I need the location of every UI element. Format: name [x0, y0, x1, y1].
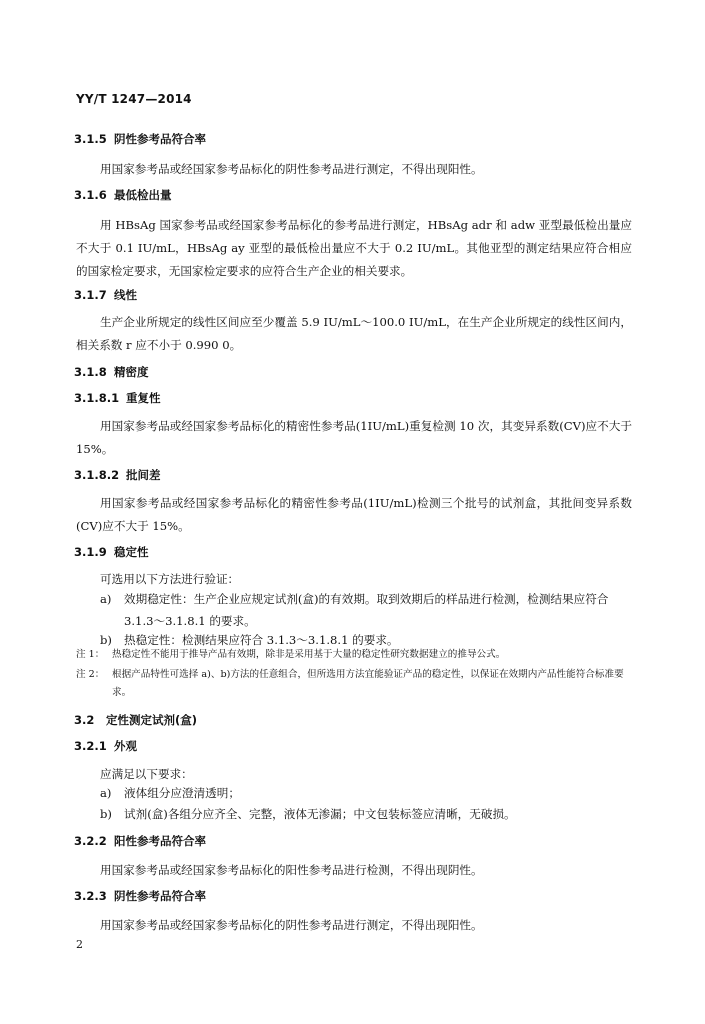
list-item-label: a): [100, 592, 112, 606]
section-heading-3-2: [74, 712, 197, 728]
list-item-label: b): [100, 807, 112, 821]
paragraph-3-1-7: 生产企业所规定的线性区间应至少覆盖 5.9 IU/mL～100.0 IU/mL，在生产企业所规定的线性区间内，相关系数 r 应不小于 0.990 0。: [76, 315, 632, 352]
list-item-a: [100, 782, 632, 804]
note-label: 注 1：: [76, 649, 105, 660]
section-number: 3.1.9: [74, 545, 107, 559]
list-item-b: [100, 803, 632, 825]
paragraph-3-2-2: 用国家参考品或经国家参考品标化的阳性参考品进行检测，不得出现阴性。: [100, 863, 483, 877]
section-title: 阳性参考品符合率: [114, 834, 206, 848]
paragraph-3-1-8-1: 用国家参考品或经国家参考品标化的精密性参考品(1IU/mL)重复检测 10 次，其变异系数(CV)应不大于 15%。: [76, 419, 632, 456]
section-title: 阴性参考品符合率: [114, 889, 206, 903]
note-1: [76, 646, 632, 664]
section-number: 3.2: [74, 713, 95, 727]
section-title: 稳定性: [114, 545, 149, 559]
section-title: 精密度: [114, 365, 149, 379]
section-number: 3.1.8.1: [74, 391, 120, 405]
section-heading-3-1-5: [74, 131, 206, 147]
section-number: 3.2.3: [74, 889, 107, 903]
section-title: 最低检出量: [114, 188, 172, 202]
section-heading-3-1-8-2: [74, 467, 161, 483]
section-title: 定性测定试剂(盒): [106, 713, 198, 727]
section-heading-3-1-9: [74, 544, 149, 560]
list-item-label: b): [100, 633, 112, 647]
section-number: 3.1.8: [74, 365, 107, 379]
section-heading-3-1-8-1: [74, 390, 161, 406]
section-number: 3.1.5: [74, 132, 107, 146]
list-intro-3-2-1: 应满足以下要求：: [100, 767, 193, 781]
note-text: 根据产品特性可选择 a)、b)方法的任意组合，但所选用方法宜能验证产品的稳定性，以保证在效期内产品性能符合标准要求。: [112, 669, 624, 698]
section-heading-3-2-1: [74, 738, 137, 754]
section-number: 3.1.6: [74, 188, 107, 202]
section-heading-3-2-3: [74, 888, 206, 904]
list-item-text: 效期稳定性：生产企业应规定试剂(盒)的有效期。取到效期后的样品进行检测，检测结果应符合 3.1.3～3.1.8.1 的要求。: [124, 592, 609, 628]
paragraph-3-1-5: 用国家参考品或经国家参考品标化的阴性参考品进行测定，不得出现阳性。: [100, 162, 483, 176]
section-heading-3-1-8: [74, 364, 149, 380]
section-title: 重复性: [126, 391, 161, 405]
paragraph-3-1-8-2: 用国家参考品或经国家参考品标化的精密性参考品(1IU/mL)检测三个批号的试剂盒，其批间变异系数(CV)应不大于 15%。: [76, 496, 633, 533]
section-number: 3.2.1: [74, 739, 107, 753]
standard-code: YY/T 1247—2014: [76, 92, 192, 106]
section-heading-3-1-7: [74, 287, 137, 303]
list-item-label: a): [100, 786, 112, 800]
list-item-text: 热稳定性：检测结果应符合 3.1.3～3.1.8.1 的要求。: [124, 633, 399, 647]
list-item-a: [100, 588, 632, 632]
list-item-text: 液体组分应澄清透明；: [124, 786, 240, 800]
section-title: 批间差: [126, 468, 161, 482]
list-item-text: 试剂(盒)各组分应齐全、完整，液体无渗漏；中文包装标签应清晰，无破损。: [124, 807, 516, 821]
paragraph-3-2-3: 用国家参考品或经国家参考品标化的阴性参考品进行测定，不得出现阳性。: [100, 918, 483, 932]
section-heading-3-2-2: [74, 833, 206, 849]
list-intro-3-1-9: 可选用以下方法进行验证：: [100, 572, 240, 586]
section-heading-3-1-6: [74, 187, 172, 203]
note-label: 注 2：: [76, 669, 105, 680]
section-number: 3.1.8.2: [74, 468, 120, 482]
note-text: 热稳定性不能用于推导产品有效期，除非是采用基于大量的稳定性研究数据建立的推导公式。: [112, 649, 506, 660]
note-2: [76, 666, 632, 702]
section-title: 外观: [114, 739, 137, 753]
page-number: 2: [76, 938, 83, 951]
section-number: 3.1.7: [74, 288, 107, 302]
paragraph-3-1-6: 用 HBsAg 国家参考品或经国家参考品标化的参考品进行测定，HBsAg adr 和 adw 亚型最低检出量应不大于 0.1 IU/mL，HBsAg ay 亚型的最低检出量应不大于 0.2 IU/mL。其他亚型的测定结果应符合相应的国家检定要求，无国家检定要求的应符合生产企业的相关要求。: [76, 218, 632, 278]
section-number: 3.2.2: [74, 834, 107, 848]
section-title: 线性: [114, 288, 137, 302]
section-title: 阴性参考品符合率: [114, 132, 206, 146]
